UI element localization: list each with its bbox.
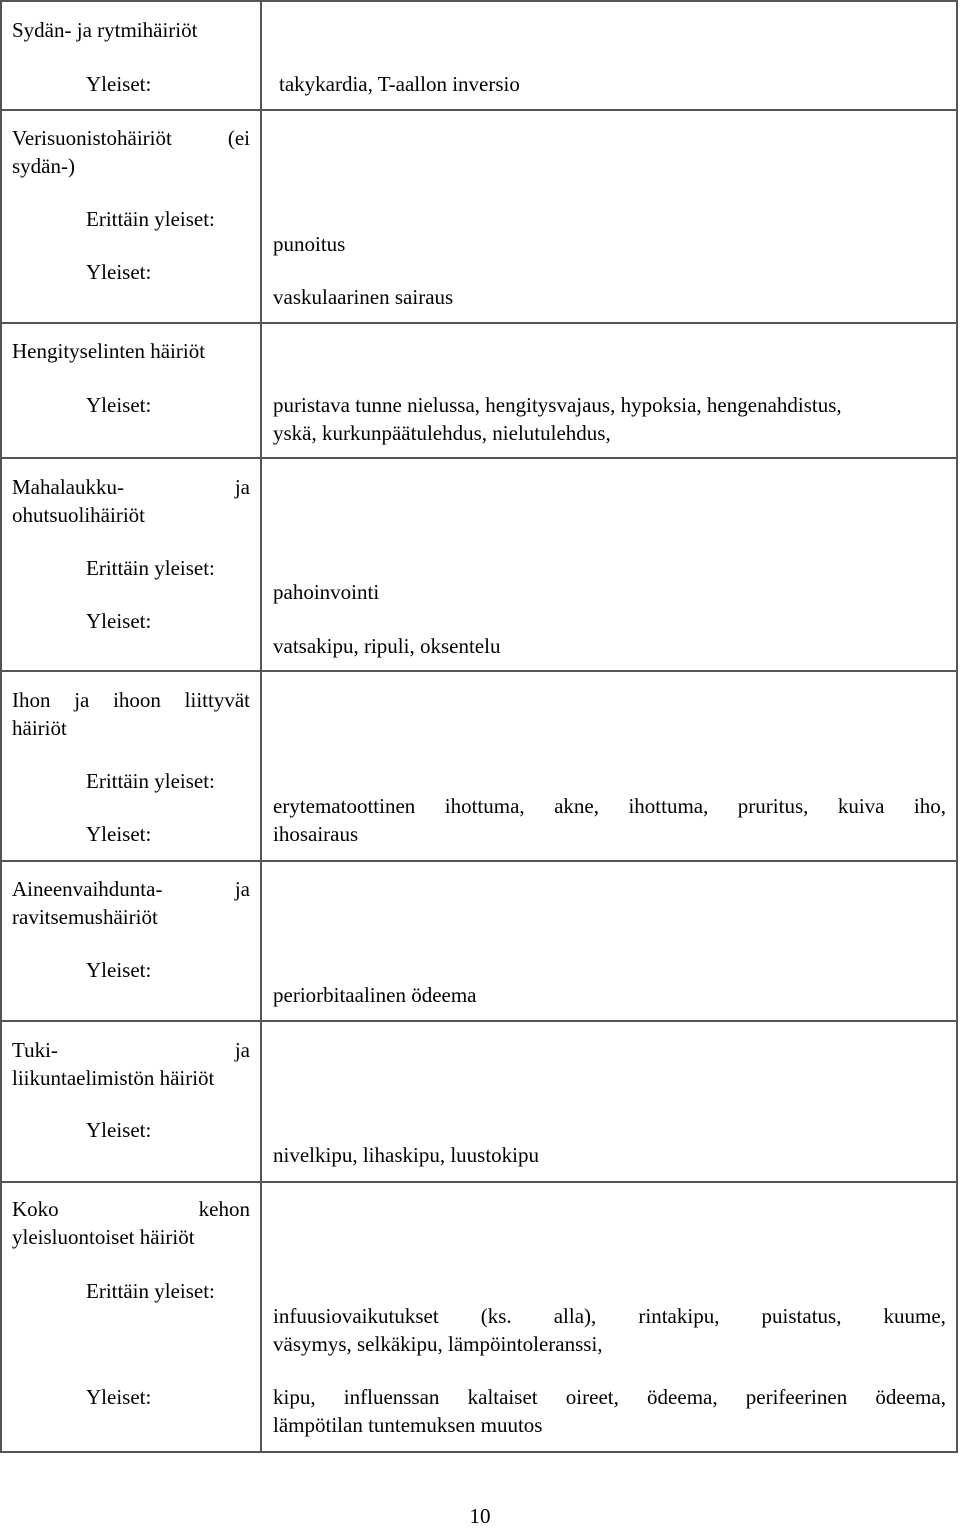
category-word: ja <box>74 688 90 712</box>
row-divider <box>0 860 958 862</box>
category-word: Mahalaukku- <box>12 475 124 499</box>
effect-word: pruritus, <box>737 794 809 818</box>
effect-text <box>273 1383 946 1411</box>
category-word: kehon <box>198 1197 250 1221</box>
category-word: Aineenvaihdunta- <box>12 877 163 901</box>
frequency-label: Erittäin yleiset: <box>86 207 215 231</box>
effect-word: erytematoottinen <box>273 794 416 818</box>
category-label-line2: häiriöt <box>12 716 67 740</box>
category-label-line2: ohutsuolihäiriöt <box>12 503 145 527</box>
row-divider <box>0 322 958 324</box>
effect-word: akne, <box>554 794 599 818</box>
category-word: Ihon <box>12 688 51 712</box>
row-divider <box>0 109 958 111</box>
effect-text: periorbitaalinen ödeema <box>273 983 477 1007</box>
category-word: (ei <box>227 126 250 150</box>
frequency-label: Erittäin yleiset: <box>86 1279 215 1303</box>
effect-word: kuume, <box>883 1304 946 1328</box>
effect-text-line2: ihosairaus <box>273 822 359 846</box>
effect-word: infuusiovaikutukset <box>273 1304 439 1328</box>
row-divider <box>0 457 958 459</box>
frequency-label: Yleiset: <box>86 1385 152 1409</box>
frequency-label: Yleiset: <box>86 822 152 846</box>
effect-word: kaltaiset <box>467 1385 538 1409</box>
effect-text: puristava tunne nielussa, hengitysvajaus, hypoksia, hengenahdistus, <box>273 393 842 417</box>
effect-text-line2: lämpötilan tuntemuksen muutos <box>273 1413 543 1437</box>
category-label <box>12 1195 250 1223</box>
category-label <box>12 686 250 714</box>
category-label-line2: ravitsemushäiriöt <box>12 905 158 929</box>
category-word: ja <box>234 475 250 499</box>
category-word: Koko <box>12 1197 59 1221</box>
frequency-label: Erittäin yleiset: <box>86 769 215 793</box>
table-border-top <box>0 0 958 2</box>
category-label <box>12 1036 250 1064</box>
effect-word: oireet, <box>565 1385 619 1409</box>
row-divider <box>0 1020 958 1022</box>
effect-word: kipu, <box>273 1385 316 1409</box>
category-label <box>12 875 250 903</box>
table-border-right <box>956 0 958 1453</box>
effect-text: vatsakipu, ripuli, oksentelu <box>273 634 501 658</box>
table-column-divider <box>260 0 262 1453</box>
effect-word: ödeema, <box>647 1385 718 1409</box>
category-label-line2: liikuntaelimistön häiriöt <box>12 1066 215 1090</box>
effect-word: influenssan <box>343 1385 440 1409</box>
row-divider <box>0 1181 958 1183</box>
frequency-label: Yleiset: <box>86 72 152 96</box>
category-label-line2: yleisluontoiset häiriöt <box>12 1225 195 1249</box>
frequency-label: Yleiset: <box>86 260 152 284</box>
table-border-bottom <box>0 1451 958 1453</box>
effect-word: rintakipu, <box>638 1304 720 1328</box>
category-label: Hengityselinten häiriöt <box>12 339 206 363</box>
effect-text <box>273 1302 946 1330</box>
effect-text: punoitus <box>273 232 346 256</box>
effect-word: puistatus, <box>761 1304 842 1328</box>
category-word: liittyvät <box>184 688 250 712</box>
category-label <box>12 473 250 501</box>
frequency-label: Erittäin yleiset: <box>86 556 215 580</box>
category-word: ja <box>234 877 250 901</box>
frequency-label: Yleiset: <box>86 958 152 982</box>
category-label-line2: sydän-) <box>12 154 75 178</box>
effect-word: ihottuma, <box>444 794 525 818</box>
frequency-label: Yleiset: <box>86 1118 152 1142</box>
effect-word: iho, <box>913 794 946 818</box>
category-word: ihoon <box>113 688 161 712</box>
effect-word: (ks. <box>480 1304 512 1328</box>
effect-word: alla), <box>553 1304 597 1328</box>
effect-text: pahoinvointi <box>273 580 380 604</box>
effect-word: perifeerinen <box>745 1385 848 1409</box>
effect-text: takykardia, T-aallon inversio <box>279 72 520 96</box>
effect-word: kuiva <box>837 794 885 818</box>
category-word: Tuki- <box>12 1038 58 1062</box>
effect-text-line2: väsymys, selkäkipu, lämpöintoleranssi, <box>273 1332 603 1356</box>
effect-text <box>273 792 946 820</box>
category-word: Verisuonistohäiriöt <box>12 126 172 150</box>
category-word: ja <box>234 1038 250 1062</box>
effect-word: ödeema, <box>875 1385 946 1409</box>
category-label: Sydän- ja rytmihäiriöt <box>12 18 198 42</box>
effect-text: vaskulaarinen sairaus <box>273 285 454 309</box>
frequency-label: Yleiset: <box>86 393 152 417</box>
effect-text: nivelkipu, lihaskipu, luustokipu <box>273 1143 539 1167</box>
row-divider <box>0 670 958 672</box>
table-border-left <box>0 0 2 1453</box>
page-number: 10 <box>469 1504 491 1528</box>
effect-word: ihottuma, <box>628 794 709 818</box>
frequency-label: Yleiset: <box>86 609 152 633</box>
category-label <box>12 124 250 152</box>
effect-text-line2: yskä, kurkunpäätulehdus, nielutulehdus, <box>273 421 611 445</box>
